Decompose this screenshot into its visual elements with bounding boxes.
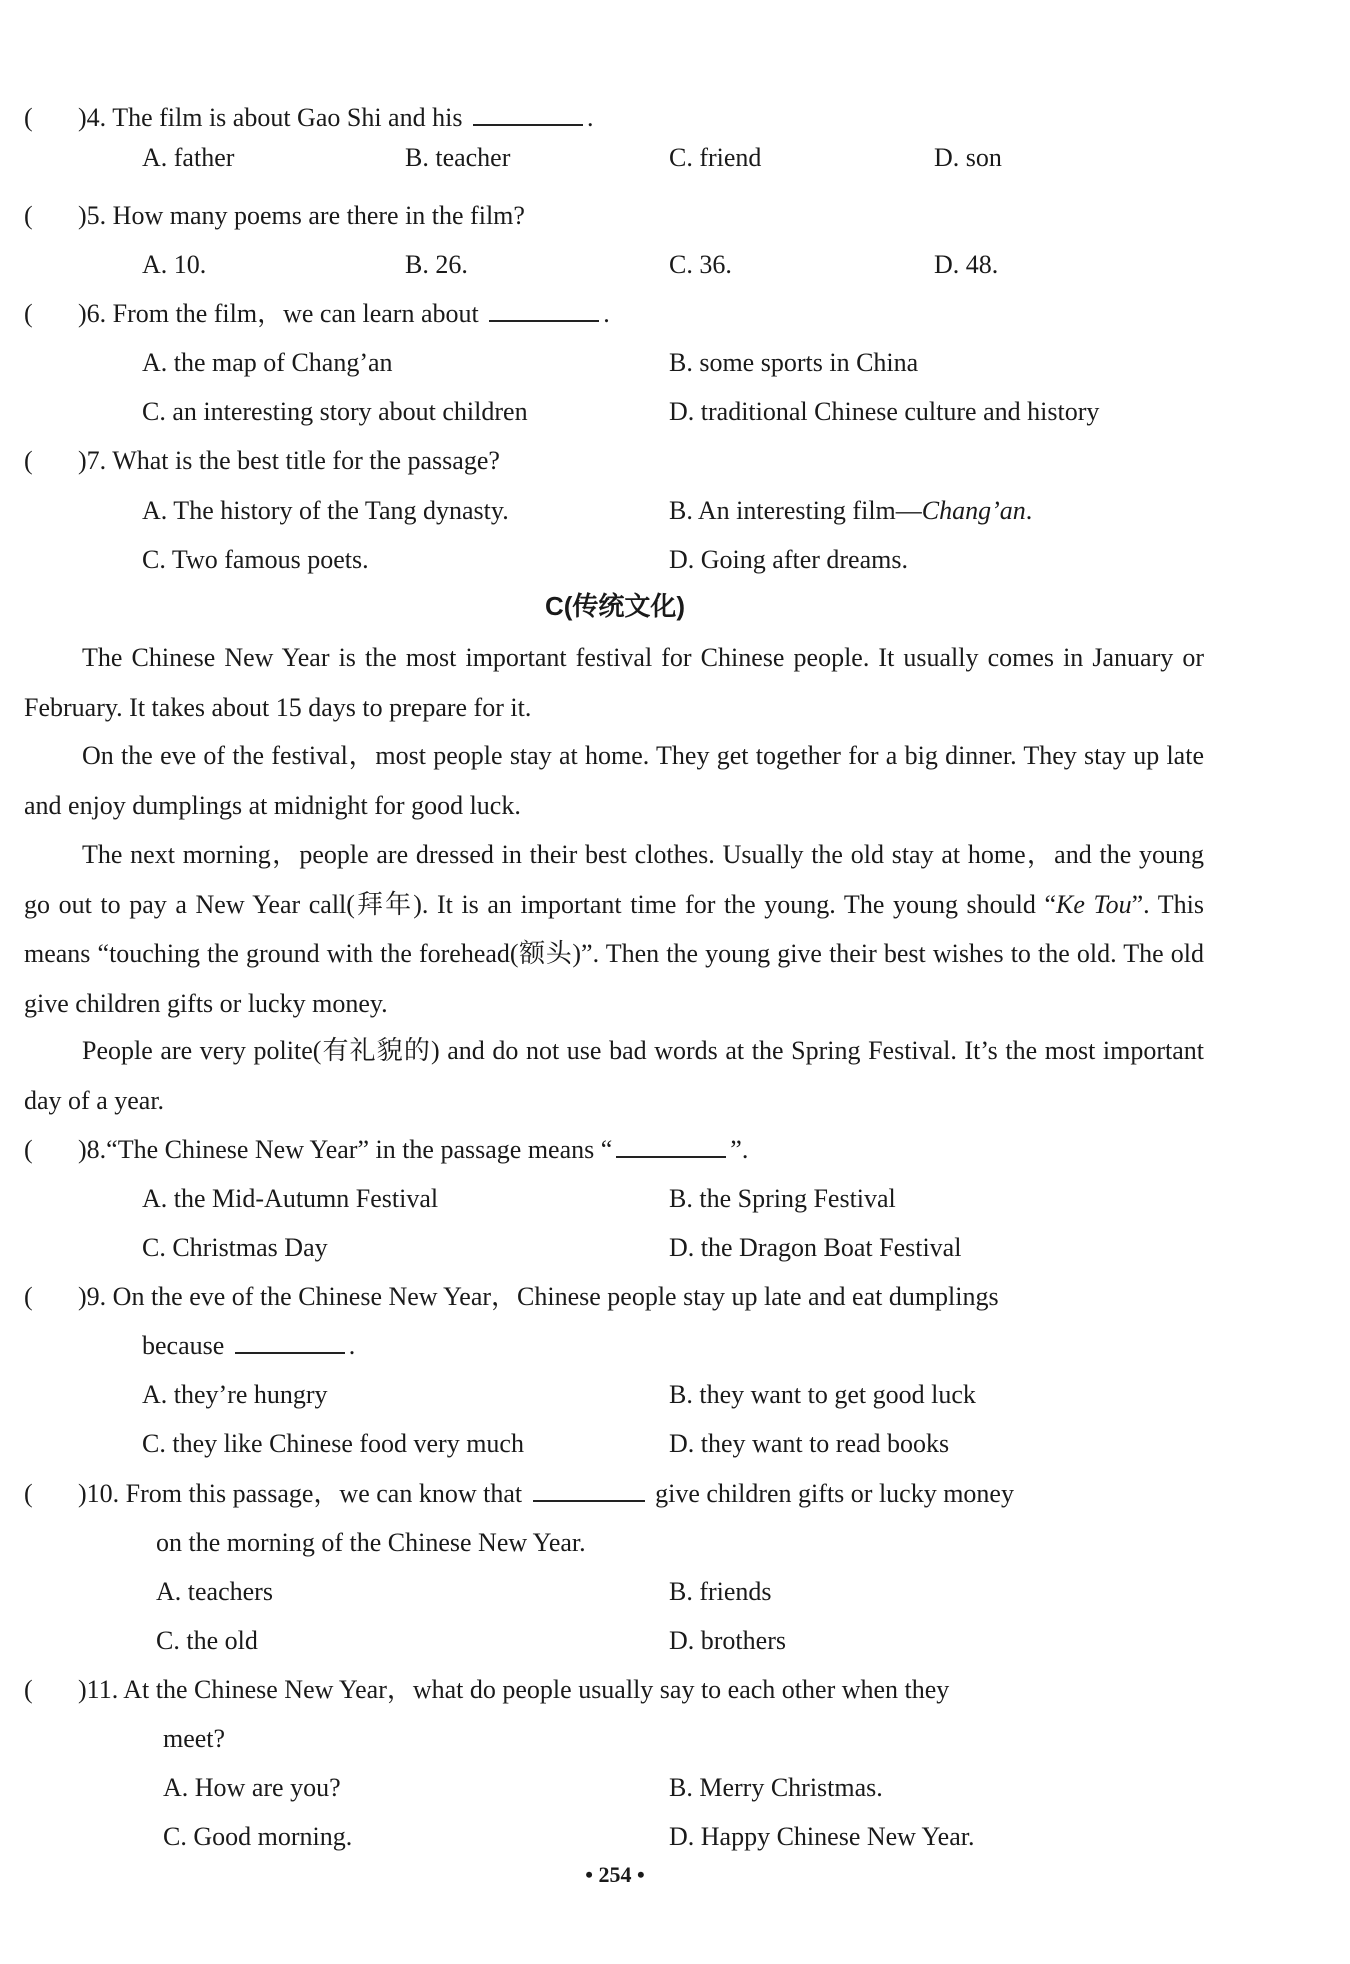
question-stem: From the film，we can learn about — [112, 299, 479, 328]
option-c: C. friend — [669, 143, 762, 172]
question-stem-cont: because — [142, 1331, 225, 1360]
question-stem: How many poems are there in the film? — [112, 201, 525, 230]
answer-paren: ( — [24, 446, 33, 475]
option-a: A. the Mid-Autumn Festival — [142, 1184, 439, 1213]
question-8: ( )8.“The Chinese New Year” in the passage means “ ”. — [24, 1125, 1204, 1174]
options-6-row2 — [24, 387, 1204, 436]
question-9 — [24, 1272, 1204, 1321]
option-a: A. The history of the Tang dynasty. — [142, 496, 509, 525]
options-9-row2 — [24, 1419, 1204, 1468]
question-7 — [24, 436, 1204, 485]
options-9-row1 — [24, 1370, 1204, 1419]
question-number: )8. — [78, 1135, 107, 1164]
answer-paren: ( — [24, 201, 33, 230]
option-b: B. Merry Christmas. — [669, 1773, 883, 1802]
question-number: )4. — [78, 103, 107, 132]
option-b: B. friends — [669, 1577, 772, 1606]
option-a: A. the map of Chang’an — [142, 348, 393, 377]
option-a: A. father — [142, 143, 235, 172]
option-d: D. traditional Chinese culture and history — [669, 397, 1100, 426]
option-d: D. Going after dreams. — [669, 545, 908, 574]
passage-paragraph-3: The next morning，people are dressed in their best clothes. Usually the old stay at home，and the young go out to pay a New Year call(拜年). It is an important time for the young. The young should “Ke Tou”. This means “touching the ground with the forehead(额头)”. Then the young give their best wishes to the old. The old give children gifts or lucky money. — [24, 840, 1204, 1018]
option-a: A. 10. — [142, 250, 207, 279]
answer-paren: ( — [24, 1675, 33, 1704]
option-b: B. 26. — [405, 250, 468, 279]
option-a: A. they’re hungry — [142, 1380, 328, 1409]
options-7-row1 — [24, 486, 1204, 535]
question-10-cont — [24, 1518, 1204, 1567]
question-6: ( )6. From the film，we can learn about . — [24, 289, 1204, 338]
question-number: )6. — [78, 299, 107, 328]
question-stem: “The Chinese New Year” in the passage means “ — [106, 1135, 613, 1164]
options-11-row2 — [24, 1812, 1204, 1861]
passage-paragraph-4: People are very polite(有礼貌的) and do not use bad words at the Spring Festival. It’s the most important day of a year. — [24, 1036, 1204, 1115]
answer-paren: ( — [24, 1282, 33, 1311]
option-b: B. some sports in China — [669, 348, 919, 377]
option-a: A. teachers — [156, 1577, 273, 1606]
question-stem: The film is about Gao Shi and his — [112, 103, 463, 132]
question-stem: At the Chinese New Year，what do people usually say to each other when they — [123, 1675, 950, 1704]
section-heading: C(传统文化) — [544, 591, 686, 621]
answer-blank — [235, 1322, 345, 1354]
answer-paren: ( — [24, 103, 33, 132]
options-11-row1 — [24, 1763, 1204, 1812]
option-d: D. they want to read books — [669, 1429, 950, 1458]
answer-blank — [489, 290, 599, 322]
question-number: )11. — [78, 1675, 119, 1704]
answer-blank — [473, 94, 583, 126]
option-c: C. they like Chinese food very much — [142, 1429, 524, 1458]
option-b: B. the Spring Festival — [669, 1184, 896, 1213]
options-6-row1 — [24, 338, 1204, 387]
option-b: B. they want to get good luck — [669, 1380, 976, 1409]
question-11 — [24, 1665, 1204, 1714]
option-c: C. the old — [156, 1626, 258, 1655]
question-5 — [24, 191, 1204, 240]
option-c: C. Good morning. — [163, 1822, 353, 1851]
option-d: D. brothers — [669, 1626, 786, 1655]
question-stem-cont: meet? — [163, 1724, 226, 1753]
answer-blank — [533, 1470, 645, 1502]
question-number: )7. — [78, 446, 107, 475]
question-stem: On the eve of the Chinese New Year，Chinese people stay up late and eat dumplings — [112, 1282, 999, 1311]
options-8-row2 — [24, 1223, 1204, 1272]
options-4 — [24, 133, 1204, 182]
question-9-cont: because . — [24, 1321, 1204, 1370]
option-c: C. 36. — [669, 250, 732, 279]
answer-paren: ( — [24, 299, 33, 328]
option-a: A. How are you? — [163, 1773, 341, 1802]
question-number: )10. — [78, 1479, 120, 1508]
answer-paren: ( — [24, 1135, 33, 1164]
option-c: C. Two famous poets. — [142, 545, 369, 574]
options-10-row2 — [24, 1616, 1204, 1665]
question-stem-cont: on the morning of the Chinese New Year. — [156, 1528, 586, 1557]
page-number: • 254 • — [585, 1862, 645, 1887]
option-d: D. 48. — [934, 250, 999, 279]
option-b: B. An interesting film—Chang’an. — [669, 496, 1033, 525]
option-b: B. teacher — [405, 143, 511, 172]
options-7-row2 — [24, 535, 1204, 584]
option-d: D. son — [934, 143, 1002, 172]
passage-paragraph-1: The Chinese New Year is the most important festival for Chinese people. It usually comes in January or February. It takes about 15 days to prepare for it. — [24, 643, 1204, 722]
question-10: ( )10. From this passage，we can know that give children gifts or lucky money — [24, 1469, 1204, 1518]
option-c: C. Christmas Day — [142, 1233, 328, 1262]
options-5 — [24, 240, 1204, 289]
question-number: )9. — [78, 1282, 107, 1311]
question-stem: What is the best title for the passage? — [112, 446, 500, 475]
question-11-cont — [24, 1714, 1204, 1763]
passage-paragraph-2: On the eve of the festival，most people stay at home. They get together for a big dinner. They stay up late and enjoy dumplings at midnight for good luck. — [24, 741, 1204, 820]
option-d: D. Happy Chinese New Year. — [669, 1822, 975, 1851]
answer-blank — [616, 1126, 726, 1158]
question-4: ( )4. The film is about Gao Shi and his . — [24, 93, 1204, 142]
question-stem: From this passage，we can know that — [125, 1479, 523, 1508]
answer-paren: ( — [24, 1479, 33, 1508]
option-c: C. an interesting story about children — [142, 397, 528, 426]
options-10-row1 — [24, 1567, 1204, 1616]
option-d: D. the Dragon Boat Festival — [669, 1233, 962, 1262]
question-number: )5. — [78, 201, 107, 230]
options-8-row1 — [24, 1174, 1204, 1223]
